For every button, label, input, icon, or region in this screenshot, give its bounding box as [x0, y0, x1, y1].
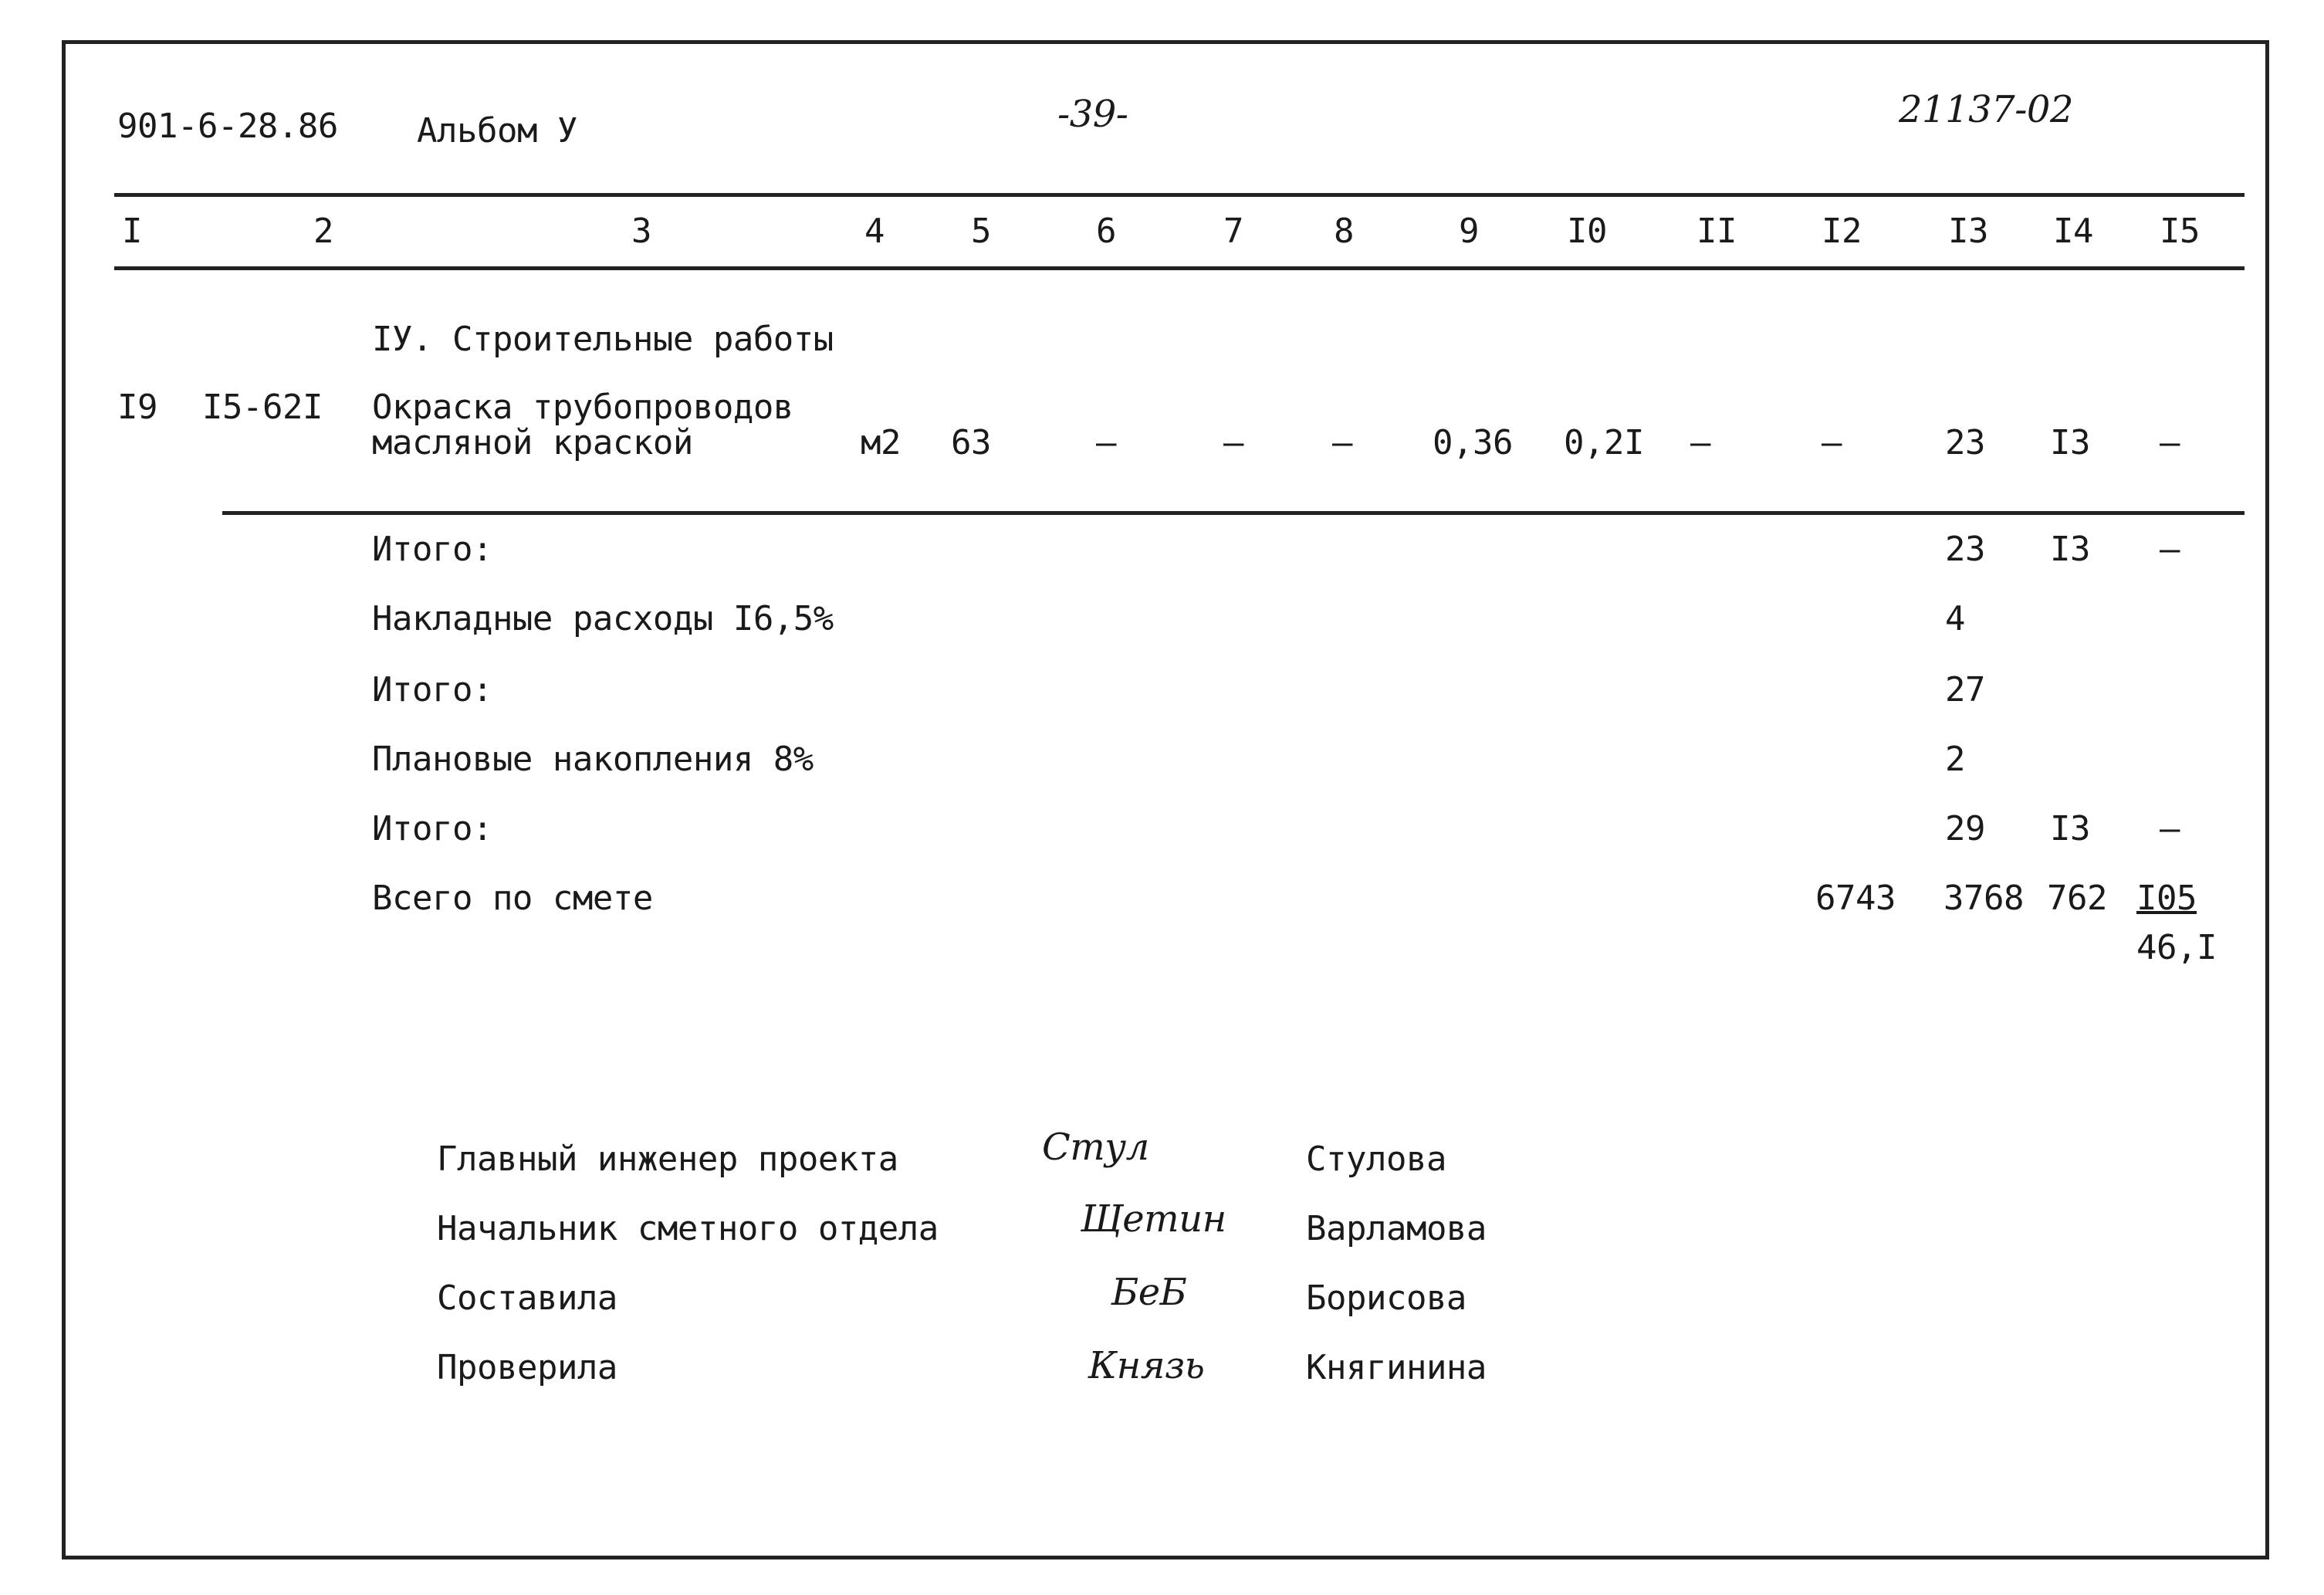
signature-role-4: Проверила — [437, 1348, 617, 1387]
col-header-3: 3 — [631, 212, 651, 251]
planned-savings-label: Плановые накопления 8% — [372, 740, 814, 779]
item-bottom-rule — [222, 511, 2245, 515]
item-col7: – — [1223, 423, 1243, 462]
section-title: IУ. Строительные работы — [372, 320, 834, 359]
item-col11: – — [1690, 423, 1710, 462]
item-desc-line1: Окраска трубопроводов — [372, 388, 793, 427]
signature-2: Щетин — [1081, 1197, 1226, 1241]
signature-3: БеБ — [1111, 1271, 1187, 1314]
total-3-col13: 29 — [1945, 809, 1985, 848]
total-3-col14: I3 — [2050, 809, 2090, 848]
col-header-12: I2 — [1822, 212, 1862, 251]
planned-savings-col13: 2 — [1945, 740, 1965, 779]
col-header-8: 8 — [1334, 212, 1354, 251]
total-3-col15: – — [2160, 809, 2180, 848]
col-header-10: I0 — [1567, 212, 1607, 251]
grand-total-col15: I05 — [2136, 879, 2197, 918]
col-header-14: I4 — [2053, 212, 2093, 251]
item-number: I9 — [117, 388, 157, 427]
signature-role-2: Начальник сметного отдела — [437, 1209, 939, 1248]
col-header-2: 2 — [313, 212, 333, 251]
grand-total-col15-sub: 46,I — [2136, 928, 2217, 967]
item-col15: – — [2160, 423, 2180, 462]
item-qty: 63 — [951, 423, 991, 462]
item-code: I5-62I — [202, 388, 323, 427]
grand-total-col13: 3768 — [1943, 879, 2024, 918]
col-header-13: I3 — [1948, 212, 1988, 251]
grand-total-col12: 6743 — [1815, 879, 1896, 918]
doc-code: 901-6-28.86 — [117, 107, 338, 146]
col-header-1: I — [122, 212, 142, 251]
total-1-col15: – — [2160, 530, 2180, 569]
signature-1: Стул — [1042, 1126, 1149, 1169]
signature-name-2: Варламова — [1306, 1209, 1487, 1248]
signature-name-3: Борисова — [1306, 1278, 1466, 1318]
overhead-col13: 4 — [1945, 599, 1965, 638]
signature-name-1: Стулова — [1306, 1140, 1446, 1179]
item-col6: – — [1096, 423, 1116, 462]
col-header-4: 4 — [864, 212, 885, 251]
col-header-11: II — [1696, 212, 1737, 251]
total-label-2: Итого: — [372, 670, 492, 709]
col-header-6: 6 — [1096, 212, 1116, 251]
grand-total-label: Всего по смете — [372, 879, 653, 918]
signature-role-1: Главный инженер проекта — [437, 1140, 898, 1179]
item-desc-line2: масляной краской — [372, 423, 693, 462]
header-bottom-rule — [114, 266, 2245, 270]
item-col10: 0,2I — [1564, 423, 1644, 462]
album-label: Альбом У — [417, 111, 577, 151]
total-label-1: Итого: — [372, 530, 492, 569]
grand-total-col14: 762 — [2047, 879, 2107, 918]
header-top-rule — [114, 193, 2245, 197]
item-col9: 0,36 — [1433, 423, 1513, 462]
item-unit: м2 — [861, 423, 901, 462]
signature-4: Князь — [1088, 1344, 1205, 1387]
item-col14: I3 — [2050, 423, 2090, 462]
total-1-col14: I3 — [2050, 530, 2090, 569]
total-label-3: Итого: — [372, 809, 492, 848]
total-1-col13: 23 — [1945, 530, 1985, 569]
col-header-7: 7 — [1223, 212, 1243, 251]
signature-name-4: Княгинина — [1306, 1348, 1487, 1387]
item-col8: – — [1332, 423, 1352, 462]
page-number: -39- — [1057, 93, 1128, 136]
col-header-9: 9 — [1459, 212, 1479, 251]
item-col13: 23 — [1945, 423, 1985, 462]
col-header-15: I5 — [2160, 212, 2200, 251]
total-2-col13: 27 — [1945, 670, 1985, 709]
item-col12: – — [1822, 423, 1842, 462]
signature-role-3: Составила — [437, 1278, 617, 1318]
doc-number: 21137-02 — [1899, 88, 2073, 131]
col-header-5: 5 — [971, 212, 991, 251]
overhead-label: Накладные расходы I6,5% — [372, 599, 834, 638]
